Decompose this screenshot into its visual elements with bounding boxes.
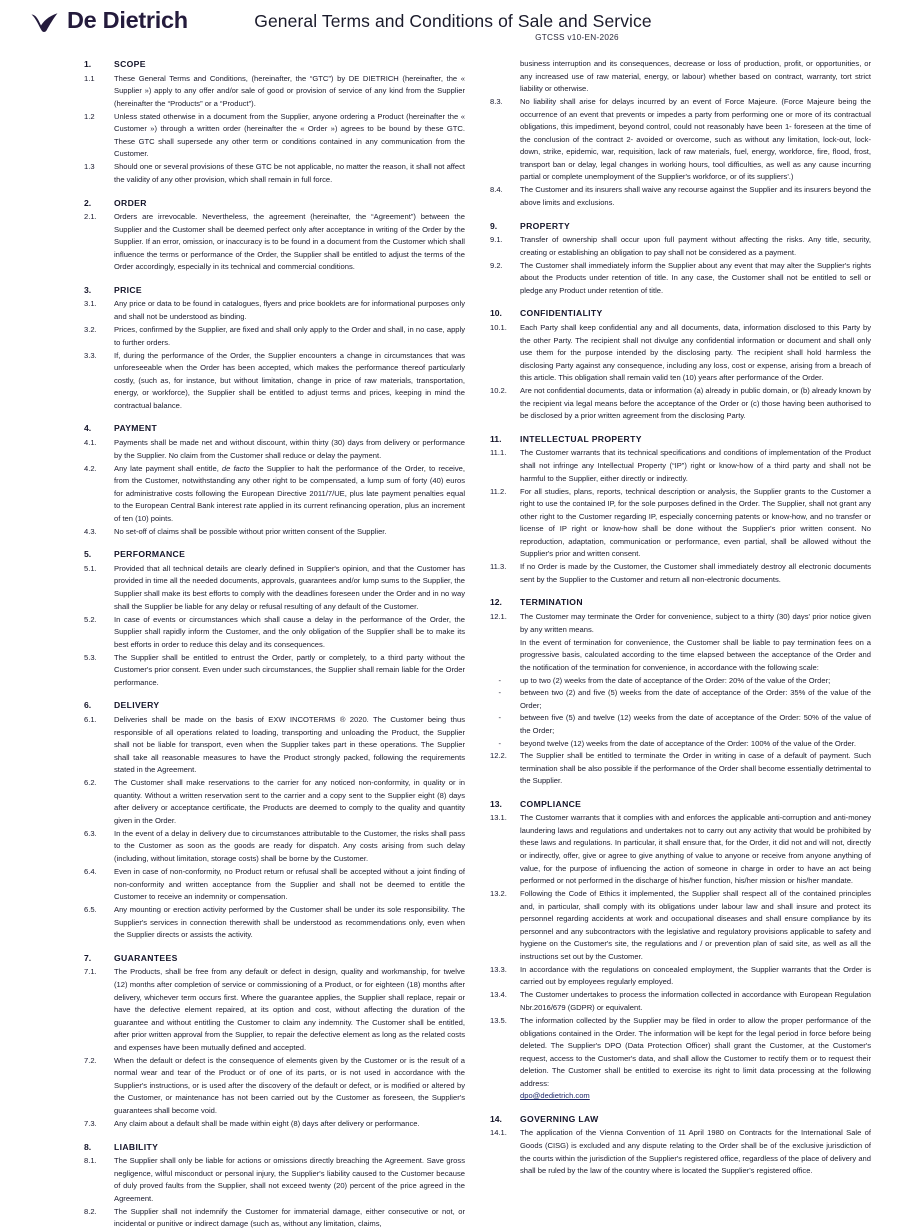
dpo-email-link[interactable]: dpo@dedietrich.com (520, 1091, 590, 1101)
clause (84, 111, 465, 161)
clause-number: 11.2. (490, 486, 507, 496)
clause-number: 13.4. (490, 990, 507, 1000)
section-heading (84, 58, 465, 71)
section-heading (490, 1113, 871, 1126)
clause (84, 614, 465, 652)
section-number: 8. (84, 1141, 92, 1152)
section-title: GOVERNING LAW (520, 1113, 599, 1124)
section-number: 14. (490, 1113, 502, 1124)
section-title: DELIVERY (114, 700, 160, 711)
list-item-text: between two (2) and five (5) weeks from the date of acceptance of the Order: 35% of the value of the Order; (520, 688, 871, 710)
clause-number: 11.1. (490, 448, 507, 458)
clause-number: 3.3. (84, 350, 97, 360)
clause (84, 828, 465, 866)
clause-text: Deliveries shall be made on the basis of EXW INCOTERMS ® 2020. The Customer being thus responsible of all operations related to loading, transporting and unloading the Product, the Supplier shall not be liable for transport, even when the Supplier takes part in these operations. The Supplier shall take all reasonable measures to have the Product strongly packed, following the requirements stated in the Agreement. (114, 714, 465, 775)
clause-text: The Supplier shall be entitled to terminate the Order in writing in case of a default of payment. Such termination shall be also possible if the performance of the Order shall become essentially detrimental to the Supplier. (520, 751, 871, 786)
list-item-text: beyond twelve (12) weeks from the date of acceptance of the Order: 100% of the value of the Order. (520, 738, 857, 748)
clause-number: 2.1. (84, 212, 97, 222)
clause-text: The application of the Vienna Convention of 11 April 1980 on Contracts for the International Sale of Goods (CISG) is excluded and any dispute relating to the Order shall be of the exclusive jurisdiction of the courts within the jurisdiction of the Supplier's registered office, regardless of the place of delivery and shall be ruled by the law of the country where is located the Supplier's registered office. (520, 1128, 871, 1176)
clause (490, 385, 871, 423)
section-heading (490, 307, 871, 320)
clause-number: 3.1. (84, 299, 97, 309)
clause-text: The Supplier shall not indemnify the Customer for immaterial damage, either consecutive or not, or incidental or punitive or indirect damage (such as, without any limitation, claims, (114, 1206, 465, 1229)
clause-text: The Customer warrants that it complies with and enforces the applicable anti-corruption and anti-money laundering laws and regulations and undertakes not to carry out any activity that would be prohibited by these laws and regulations. In particular, it shall ensure that, for the Order, it did not and will not, directly or indirectly, offer, give or agree to give anything of value to anyone or receive from anyone anything of value, for the purpose of influencing the action of someone in charge in order to have an act being performed or not performed in the discharge of his/her function, his/her mission or his/her mandate. (520, 813, 871, 886)
clause-number: 9.2. (490, 260, 503, 270)
clause-number: 5.1. (84, 563, 97, 573)
section-number: 6. (84, 700, 92, 711)
section-number: 7. (84, 952, 92, 963)
clause-number: 13.2. (490, 889, 507, 899)
clause (490, 1127, 871, 1177)
clause-number: 4.1. (84, 437, 97, 447)
clause-text: The Customer may terminate the Order for convenience, subject to a thirty (30) days' prior notice given by any written means. (520, 612, 871, 634)
dash-bullet-icon: - (490, 738, 501, 748)
section-title: SCOPE (114, 59, 146, 69)
clause-number: 13.5. (490, 1016, 507, 1026)
clause-number: 10.2. (490, 386, 507, 396)
clause (490, 322, 871, 385)
clause (490, 561, 871, 586)
clause (490, 234, 871, 259)
clause-number: 6.2. (84, 778, 97, 788)
section-heading (84, 952, 465, 965)
clause (84, 73, 465, 111)
section-number: 5. (84, 549, 92, 560)
clause (490, 260, 871, 298)
section-number: 3. (84, 284, 92, 295)
clause-number: 12.2. (490, 751, 507, 761)
section-title: CONFIDENTIALITY (520, 308, 603, 319)
clause (84, 161, 465, 186)
clause-number: 11.3. (490, 562, 507, 572)
list-item-text: between five (5) and twelve (12) weeks from the date of acceptance of the Order: 50% of the value of the Order; (520, 713, 871, 735)
clause-text: Any mounting or erection activity performed by the Customer shall be under its sole responsibility. The Supplier's services in connection therewith shall be understood as recommendations only, even when the Supplier directs or assists the activity. (114, 905, 465, 940)
section-number: 12. (490, 597, 502, 608)
clause-text: Transfer of ownership shall occur upon full payment without affecting the risks. Any title, security, creating or establishing an obligation to pay shall not be considered as a payment. (520, 235, 871, 257)
clause-number: 13.3. (490, 964, 507, 974)
section-heading (84, 548, 465, 561)
section-title: PRICE (114, 284, 143, 295)
clause (84, 1155, 465, 1205)
clause-number: 7.3. (84, 1118, 97, 1128)
clause-number: 5.3. (84, 652, 97, 662)
section-number: 2. (84, 197, 92, 208)
clause-number: 8.3. (490, 97, 503, 107)
clause (490, 964, 871, 989)
clause-number: 8.2. (84, 1206, 97, 1216)
section-title: LIABILITY (114, 1141, 159, 1152)
section-heading (84, 197, 465, 210)
dash-bullet-icon: - (490, 688, 501, 698)
section-heading (490, 798, 871, 811)
clause (490, 989, 871, 1014)
clause-text: No liability shall arise for delays incurred by an event of Force Majeure. (Force Majeure being the occurrence of an event that prevents or impedes a party from performing one or more of its contractual obligations, this impediment, beyond control, could not reasonably have been 1- foreseen at the time of the conclusion of the contract 2- avoided or overcome, such as without any limitation, lock-out, lock-down, strike, epidemic, war, requisition, lack of raw materials, fuel, energy, workforce, fire, flood, frost, transport ban or delay, legal changes in working hours, tool difficulties, as well as any cause incurring partial or complete unemployment of the Supplier's workforce, or of its suppliers'.) (520, 97, 871, 182)
clause-text: When the default or defect is the consequence of elements given by the Customer or is the result of a normal wear and tear of the Product or of one of its parts, or is not used in accordance with the Supplier's instructions, or is used after the discovery of the default or defect, or is modified or altered by the Customer, or maintenance has not been carried out by the Customer as foreseen, the Supplier's guarantees shall become void. (114, 1055, 465, 1115)
clause-paragraph (490, 637, 871, 675)
clause-text: Any late payment shall entitle, de facto the Supplier to halt the performance of the Order, to receive, from the Customer, notwithstanding any other right to be compensated, a lump sum of forty (40) euros for administrative costs following the European Directive 2011/7/UE, plus late payment penalties equal to the European Central Bank interest rate applied in its current refinancing operation, plus an increment of ten (10) points. (114, 463, 465, 523)
clause-number: 14.1. (490, 1128, 507, 1138)
clause (84, 1206, 465, 1231)
section-title: INTELLECTUAL PROPERTY (520, 433, 642, 444)
clause (84, 777, 465, 827)
clause-number: 13.1. (490, 813, 507, 823)
clause-number: 4.2. (84, 463, 97, 473)
clause (84, 324, 465, 349)
clause-text: These General Terms and Conditions, (hereinafter, the “GTC”) by DE DIETRICH (hereinafter, the « Supplier ») apply to any offer and/or sale of good or provision of service of any kind from the Supplier (hereinafter the “Products” or a “Product”). (114, 73, 465, 108)
clause-text: Provided that all technical details are clearly defined in Supplier's opinion, and that the Customer has provided in time all the needed documents, approvals, guarantees and/or lump sums to the Supplier, the Supplier shall make its best efforts to comply with the deadlines foreseen under the Order and in no way shall the Supplier be liable for any delay or refusal resulting of any default of the Customer. (114, 563, 465, 611)
clause (84, 714, 465, 777)
clause-text: Payments shall be made net and without discount, within thirty (30) days from delivery or performance by the Supplier. No claim from the Customer shall reduce or delay the payment. (114, 437, 465, 460)
section-heading (490, 596, 871, 609)
clause-text: Unless stated otherwise in a document from the Supplier, anyone ordering a Product (hereinafter the « Customer ») through a written order (hereinafter the « Order ») agrees to be bound by these GTC. These GTC shall supersede any other term or conditions contained in any communication from the Customer. (114, 111, 465, 159)
section-heading (490, 433, 871, 446)
section-title: COMPLIANCE (520, 798, 582, 809)
clause-number: 6.5. (84, 905, 97, 915)
clause-number: 1.3 (84, 162, 95, 172)
list-item (490, 712, 871, 737)
clause-text: The Customer shall make reservations to the carrier for any noticed non-conformity, in quality or in quantity. Without a written reservation sent to the carrier and a copy sent to the Supplier eight (8) days after delivery or acceptance certificate, the Products are deemed to comply to the quality and quantity given in the Order. (114, 778, 465, 825)
clause (490, 184, 871, 209)
clause-number: 4.3. (84, 526, 97, 536)
clause (490, 611, 871, 636)
clause-text: If no Order is made by the Customer, the Customer shall immediately destroy all electronic documents sent by the Supplier to the Customer and return all non-electronic documents. (520, 562, 871, 584)
section-title: PROPERTY (520, 220, 571, 231)
clause (84, 437, 465, 462)
clause-text: For all studies, plans, reports, technical description or analysis, the Supplier grants to the Customer a right to use the contained IP, for the sole purposes defined in the Order. The Supplier, shall not grant any other right to the Customer regarding IP, especially concerning patents or know-how, and no transfer or license of IP right or know-how shall be done without the Supplier's prior written consent. No reproduction, adaptation, communication or performance, even partial, shall be allowed without the Supplier's prior and written consent. (520, 486, 871, 559)
clause (490, 96, 871, 184)
dash-bullet-icon: - (490, 675, 501, 685)
clause-text: Each Party shall keep confidential any and all documents, data, information disclosed to this Party by the other Party. The recipient shall not divulge any confidential information or document and shall only use them for the purpose intended by the disclosing party. The recipient shall hold harmless the disclosing Party against any consequence, including any loss, cost or expense, arising from a breach of this article. This obligation shall remain valid ten (10) years after performance of the Order. (520, 322, 871, 383)
clause-text: The Customer undertakes to process the information collected in accordance with European Regulation Nbr.2016/679 (GDPR) or equivalent. (520, 990, 871, 1013)
clause (84, 526, 465, 539)
clause-paragraph-text: In the event of termination for convenience, the Customer shall be liable to pay termination fees on a progressive basis, calculated according to the time elapsed between the acceptance of the Order and the notification of the termination for convenience, in accordance with the following scale: (520, 637, 871, 672)
clause-text: Even in case of non-conformity, no Product return or refusal shall be accepted without a joint finding of non-conformity and written acceptance from the Supplier and shall not be deemed to entitle the Customer to receive an indemnity or compensation. (114, 867, 465, 902)
clause-number: 7.1. (84, 967, 97, 977)
document-header (0, 0, 906, 52)
clause-text: The Customer and its insurers shall waive any recourse against the Supplier and its insurers beyond the above limits and exclusions. (520, 185, 871, 208)
clause-number: 6.4. (84, 867, 97, 877)
clause (490, 888, 871, 963)
clause-text: Are not confidential documents, data or information (a) already in public domain, or (b) already known by the recipient via legal means before the acceptance of the Order or (c) those having been authorised to be disclosed by a prior written agreement from the disclosing Party. (520, 386, 871, 421)
clause-text: The Supplier shall be entitled to entrust the Order, partly or completely, to a third party without the Customer's prior consent. Even under such circumstances, the Supplier shall remain liable for the Order performance. (114, 652, 465, 687)
clause-text: business interruption and its consequences, decrease or loss of production, profit, or opportunities, or any increased use of raw material, energy, or labour) whether based on contract, warranty, tort strict liability or otherwise. (520, 59, 871, 94)
section-heading (84, 699, 465, 712)
clause-number: 8.4. (490, 185, 503, 195)
list-item (490, 687, 871, 712)
clause-number: 3.2. (84, 325, 97, 335)
clause-text: In case of events or circumstances which shall cause a delay in the performance of the Order, the Supplier shall rapidly inform the Customer, and the only obligation of the Supplier shall be to make its best efforts in order to reduce this delay and its consequences. (114, 614, 465, 649)
clause-text: The Customer warrants that its technical specifications and conditions of implementation of the Product shall not infringe any Intellectual Property (“IP”) right or know-how of a third party and shall not be harmful to the Supplier, either directly or indirectly. (520, 448, 871, 483)
section-title: PERFORMANCE (114, 549, 186, 560)
clause (490, 750, 871, 788)
clause-number: 5.2. (84, 614, 97, 624)
clause (84, 298, 465, 323)
clause-text: No set-off of claims shall be possible without prior written consent of the Supplier. (114, 526, 387, 536)
clause-text: In accordance with the regulations on concealed employment, the Supplier warrants that the Order is carried out by employees regularly employed. (520, 964, 871, 987)
clause-text: Orders are irrevocable. Nevertheless, the agreement (hereinafter, the “Agreement”) between the Supplier and the Customer shall be deemed perfect only after acceptance in writing of the Order by the Supplier. If an error, omission, or inaccuracy is to be found in a document from the Customer which shall influence the terms or performance of the Order, the Supplier shall be entitled to adjust the terms of the Order accordingly, especially in its technical and commercial conditions. (114, 212, 465, 272)
list-item (490, 738, 871, 751)
clause-text: Any price or data to be found in catalogues, flyers and price booklets are for informational purposes only and shall not be understood as binding. (114, 299, 465, 321)
clause (490, 447, 871, 485)
clause-number: 8.1. (84, 1156, 97, 1166)
clause (84, 350, 465, 413)
clause-text: The information collected by the Supplier may be filed in order to allow the proper performance of the obligations contained in the Order. The information will be kept for the legal period in force before being deleted. The Supplier's DPO (Data Protection Officer) shall grant the Customer, at the Customer's request, access to the Customer's data, and shall allow the Customer to rectify them or to request their deletion. The Customer shall be entitled to exercise its right to limit data processing at the following address: dpo@dedietrich.com (520, 1016, 871, 1101)
section-number: 13. (490, 798, 502, 809)
clause-number: 1.2 (84, 111, 95, 121)
clause (490, 1015, 871, 1103)
column-right (490, 58, 871, 1232)
clause-number: 12.1. (490, 612, 507, 622)
section-heading (84, 284, 465, 297)
clause (490, 812, 871, 887)
clause (84, 211, 465, 274)
clause-number: 1.1 (84, 73, 95, 83)
section-number: 4. (84, 423, 92, 434)
clause-text: If, during the performance of the Order, the Supplier encounters a change in circumstances that was unforeseeable when the Order has been accepted, which makes the performance thereof particularly costly, (such as, for instance, but without limitation, change in price of raw materials, transportation, energy, or workforce), the Supplier shall be entitled to adjust terms and prices, keeping in mind the contractual balance. (114, 350, 465, 410)
section-heading (84, 422, 465, 435)
clause (84, 652, 465, 690)
clause (84, 563, 465, 613)
clause-number: 10.1. (490, 322, 507, 332)
list-item-text: up to two (2) weeks from the date of acceptance of the Order: 20% of the value of the Order; (520, 675, 831, 685)
clause (84, 866, 465, 904)
clause (84, 904, 465, 942)
clause-text: Prices, confirmed by the Supplier, are fixed and shall only apply to the Order and shall, in no case, apply to further orders. (114, 325, 465, 347)
section-title: GUARANTEES (114, 952, 178, 963)
section-heading (490, 220, 871, 233)
clause-number (490, 58, 520, 96)
section-number: 1. (84, 59, 92, 69)
clause (490, 58, 871, 96)
document-reference: GTCSS v10-EN-2026 (535, 33, 619, 42)
document-body (0, 58, 906, 1232)
document-title: General Terms and Conditions of Sale and Service (254, 11, 652, 31)
clause (84, 966, 465, 1054)
column-left (84, 58, 465, 1232)
clause-number: 6.1. (84, 714, 97, 724)
brand-name: De Dietrich (67, 7, 188, 34)
section-number: 11. (490, 433, 502, 444)
clause-text: The Supplier shall only be liable for actions or omissions directly breaching the Agreement. Save gross negligence, wilful misconduct or personal injury, the Supplier's liability caused to the Customer because of duly proved faults from the Supplier, shall not exceed twenty (20) percent of the price agreed in the Agreement. (114, 1156, 465, 1203)
termination-fee-scale-list (490, 675, 871, 750)
section-number: 9. (490, 220, 498, 231)
clause (490, 486, 871, 561)
clause-number-spacer (490, 637, 520, 675)
dash-bullet-icon: - (490, 713, 501, 723)
clause-text: The Customer shall immediately inform the Supplier about any event that may alter the Supplier's rights about the Products under retention of title. In any case, the Customer shall not be entitled to sell or pledge any Product under retention of title. (520, 260, 871, 295)
clause-number: 9.1. (490, 235, 503, 245)
clause (84, 1118, 465, 1131)
clause-text: Following the Code of Ethics it implemented, the Supplier shall respect all of the contained principles and, in particular, shall comply with its obligations under labour law and shall insure and protect its personnel regarding accidents at work and occupational diseases and shall ensure compliance by its personnel and any subcontractors with the legislative and regulatory provisions applicable to safety and hygiene on the Customer's site, the regulations and / or prevention plan of said site, as well as all the instructions set out by the Customer. (520, 889, 871, 961)
clause-number: 6.3. (84, 828, 97, 838)
clause-text: The Products, shall be free from any default or defect in design, quality and workmanship, for twelve (12) months after completion of service or commissioning of a Product, or for eighteen (18) months after delivery, whichever term occurs first. Where the guarantee applies, the Supplier shall replace, repair or have the defective element repaired, at its option and cost, without affecting the duration of the guarantee and without entitling the Customer to claim any indemnity. The Customer shall be entitled, after prior written approval from the Supplier, to repair the defective element as long as the related costs and expenses have been mutually defined and accepted. (114, 967, 465, 1052)
section-heading (84, 1141, 465, 1154)
clause-text: In the event of a delay in delivery due to circumstances attributable to the Customer, the risks shall pass to the Customer as soon as the goods are ready for dispatch. Any costs arising from such delay (including, without limitation, storage costs) shall be borne by the Customer. (114, 828, 465, 863)
clause (84, 1055, 465, 1118)
section-title: ORDER (114, 197, 147, 208)
clause-text: Any claim about a default shall be made within eight (8) days after delivery or performance. (114, 1118, 420, 1128)
section-number: 10. (490, 308, 502, 319)
clause-number: 7.2. (84, 1055, 97, 1065)
clause-text: Should one or several provisions of these GTC be not applicable, no matter the reason, it shall not affect the validity of any other provision, which shall remain in full force. (114, 162, 465, 184)
list-item (490, 675, 871, 688)
clause (84, 463, 465, 526)
section-title: PAYMENT (114, 423, 158, 434)
section-title: TERMINATION (520, 597, 583, 608)
